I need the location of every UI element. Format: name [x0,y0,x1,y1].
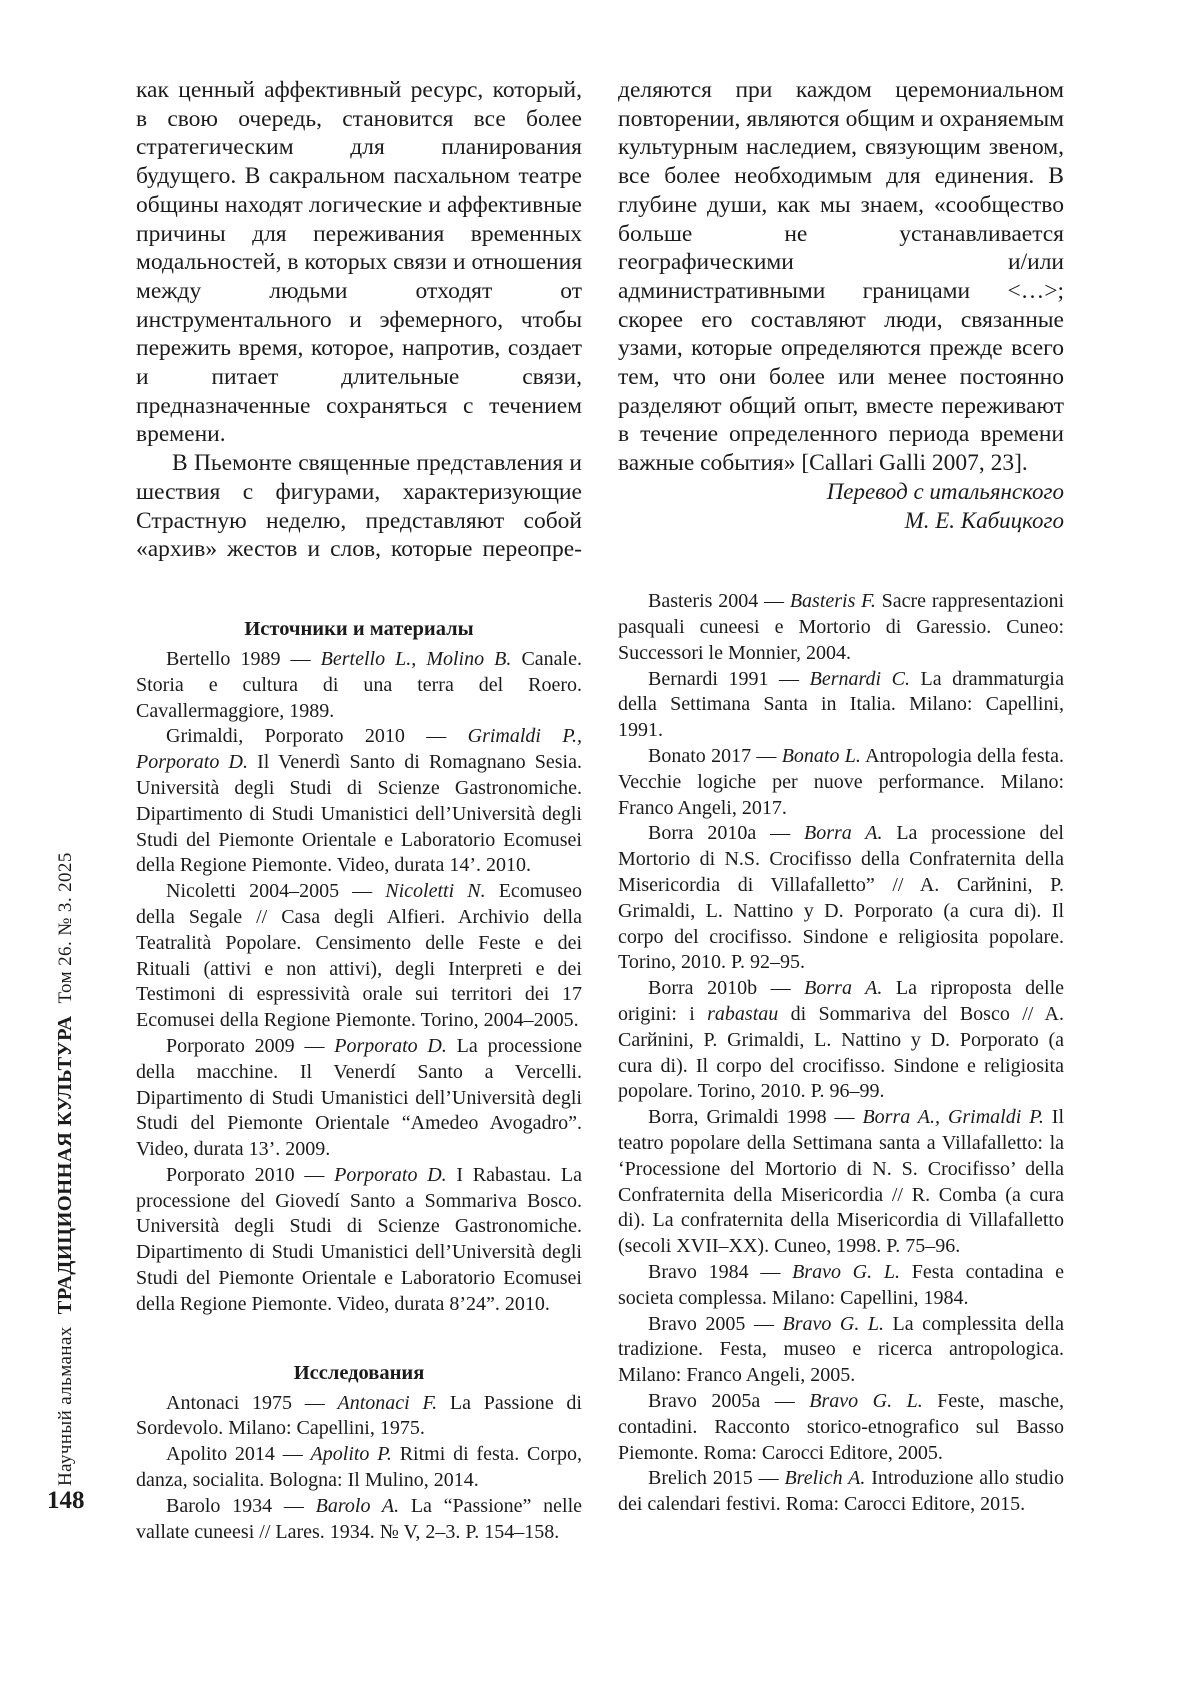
translator-name: М. Е. Кабицкого [904,507,1064,533]
reference-entry: Bonato 2017 — Bonato L. Antropologia della festa. Vecchie logiche per nuove performance. Milano: Franco Angeli, 2017. [618,745,1064,819]
right-column [618,76,1064,1518]
page-number: 148 [47,1487,85,1514]
spine-issue-info: Том 26. № 3. 2025 [55,852,76,1004]
reference-entry: Antonaci 1975 — Antonaci F. La Passione di Sordevolo. Milano: Capellini, 1975. [136,1391,582,1440]
references-list [618,589,1064,1518]
reference-entry: Bravo 2005 — Bravo G. L. La complessita della tradizione. Festa, museo e ricerca antropologica. Milano: Franco Angeli, 2005. [618,1312,1064,1387]
reference-entry: Apolito 2014 — Apolito P. Ritmi di festa. Corpo, danza, socialita. Bologna: Il Mulino, 2014. [136,1443,582,1492]
reference-entry: Bertello 1989 — Bertello L., Molino B. Canale. Storia e cultura di una terra del Roero. Cavallermaggiore, 1989. [136,647,582,722]
paragraph: как ценный аффективный ресурс, который, в свою очередь, становится все более стратегическим для планирования будущего. В сакральном пасхальном театре общины находят логические и аффективные причины для переживания временных модальностей, в которых связи и отношения между людьми отходят от инструментального и эфемерного, чтобы пережить время, которое, напротив, создает и питает длительные связи, предназначенные сохраняться с течением времени. [136,77,582,448]
reference-entry: Porporato 2010 — Porporato D. I Rabastau. La processione del Giovedí Santo a Sommariva Bosco. Università degli Studi di Scienze Gastronomiche. Dipartimento di Studi Umanistici dell’Università degli Studi del Piemonte Orientale e Laboratorio Ecomusei della Regione Piemonte. Video, durata 8’24”. 2010. [136,1163,582,1315]
reference-entry: Nicoletti 2004–2005 — Nicoletti N. Ecomuseo della Segale // Casa degli Alfieri. Archivio della Teatralità Popolare. Censimento delle Feste e dei Rituali (attivi e non attivi), degli Interpreti e dei Testimoni di espressività orale sui territori dei 17 Ecomusei della Regione Piemonte. Torino, 2004–2005. [136,880,583,1032]
sources-heading: Источники и материалы [244,617,474,640]
reference-entry: Porporato 2009 — Porporato D. La processione della macchine. Il Venerdí Santo a Vercelli. Dipartimento di Studi Umanistici dell’Università degli Studi del Piemonte Orientale “Amedeo Avogadro”. Video, durata 13’. 2009. [136,1034,582,1161]
sources-list [136,647,582,1318]
reference-entry: Basteris 2004 — Basteris F. Sacre rappresentazioni pasquali cuneesi e Mortorio di Garessio. Cuneo: Successori le Monnier, 2004. [618,590,1064,664]
translator-credit-line: Перевод с итальянского [826,478,1064,504]
translator-credit [618,478,1064,535]
reference-entry: Grimaldi, Porporato 2010 — Grimaldi P., Porporato D. Il Venerdì Santo di Romagnano Sesia. Università degli Studi di Scienze Gastronomiche. Dipartimento di Studi Umanistici dell’Università degli Studi del Piemonte Orientale e Laboratorio Ecomusei della Regione Piemonte. Video, durata 14’. 2010. [136,725,582,877]
reference-entry: Bravo 2005a — Bravo G. L. Feste, masche, contadini. Racconto storico-etnografico sul Basso Piemonte. Roma: Carocci Editore, 2005. [618,1389,1064,1464]
reference-entry: Borra 2010a — Borra A. La processione del Mortorio di N.S. Crocifisso della Confraternita della Misericordia di Villafalletto” // A. Carйnini, P. Grimaldi, L. Nattino y D. Porporato (a cura di). Il corpo del crocifisso. Sindone e religiosita popolare. Torino, 2010. P. 92–95. [618,822,1064,974]
paragraph: деляются при каждом церемониальном повторении, являются общим и охраняемым культурным наследием, связующим звеном, все более необходимым для единения. В глубине души, как мы знаем, «сообщество больше не устанавливается географическими и/или административными границами <…>; скорее его составляют люди, связанные узами, которые определяются прежде всего тем, что они более или менее постоянно разделяют общий опыт, вместе переживают в течение определенного периода времени важные события» [Callari Galli 2007, 23]. [618,77,1064,477]
left-column-body-text [136,76,582,564]
paragraph: В Пьемонте священные представления и шествия с фигурами, характеризующие Страстную неделю, представляют собой «архив» жестов и слов, которые переопре- [136,450,582,563]
spine-almanac-label: Научный альманах [55,1326,76,1486]
right-column-body-text [618,76,1064,478]
reference-entry: Borra, Grimaldi 1998 — Borra A., Grimaldi P. Il teatro popolare della Settimana santa a Villafalletto: la ‘Processione del Mortorio di N. S. Crocifisso’ della Confraternita della Misericordia // R. Comba (a cura di). La confraternita della Misericordia di Villafalletto (secoli XVII–XX). Cuneo, 1998. P. 75–96. [618,1106,1065,1258]
research-list [136,1391,582,1546]
reference-entry: Borra 2010b — Borra A. La riproposta delle origini: i rabastau di Sommariva del Bosco // A. Carйnini, P. Grimaldi, L. Nattino y D. Porporato (a cura di). Il corpo del crocifisso. Sindone e religiosita popolare. Torino, 2010. P. 96–99. [618,977,1065,1103]
reference-entry: Barolo 1934 — Barolo A. La “Passione” nelle vallate cuneesi // Lares. 1934. № V, 2–3. P. 154–158. [136,1494,583,1543]
journal-spine-text [54,852,77,1486]
reference-entry: Bernardi 1991 — Bernardi C. La drammaturgia della Settimana Santa in Italia. Milano: Capellini, 1991. [618,667,1064,742]
reference-entry: Brelich 2015 — Brelich A. Introduzione allo studio dei calendari festivi. Roma: Carocci Editore, 2015. [618,1467,1065,1516]
spine-journal-title: ТРАДИЦИОННАЯ КУЛЬТУРА [54,1015,76,1315]
reference-entry: Bravo 1984 — Bravo G. L. Festa contadina e societa complessa. Milano: Capellini, 1984. [618,1260,1064,1309]
left-column [136,76,582,1545]
research-heading: Исследования [293,1361,425,1384]
